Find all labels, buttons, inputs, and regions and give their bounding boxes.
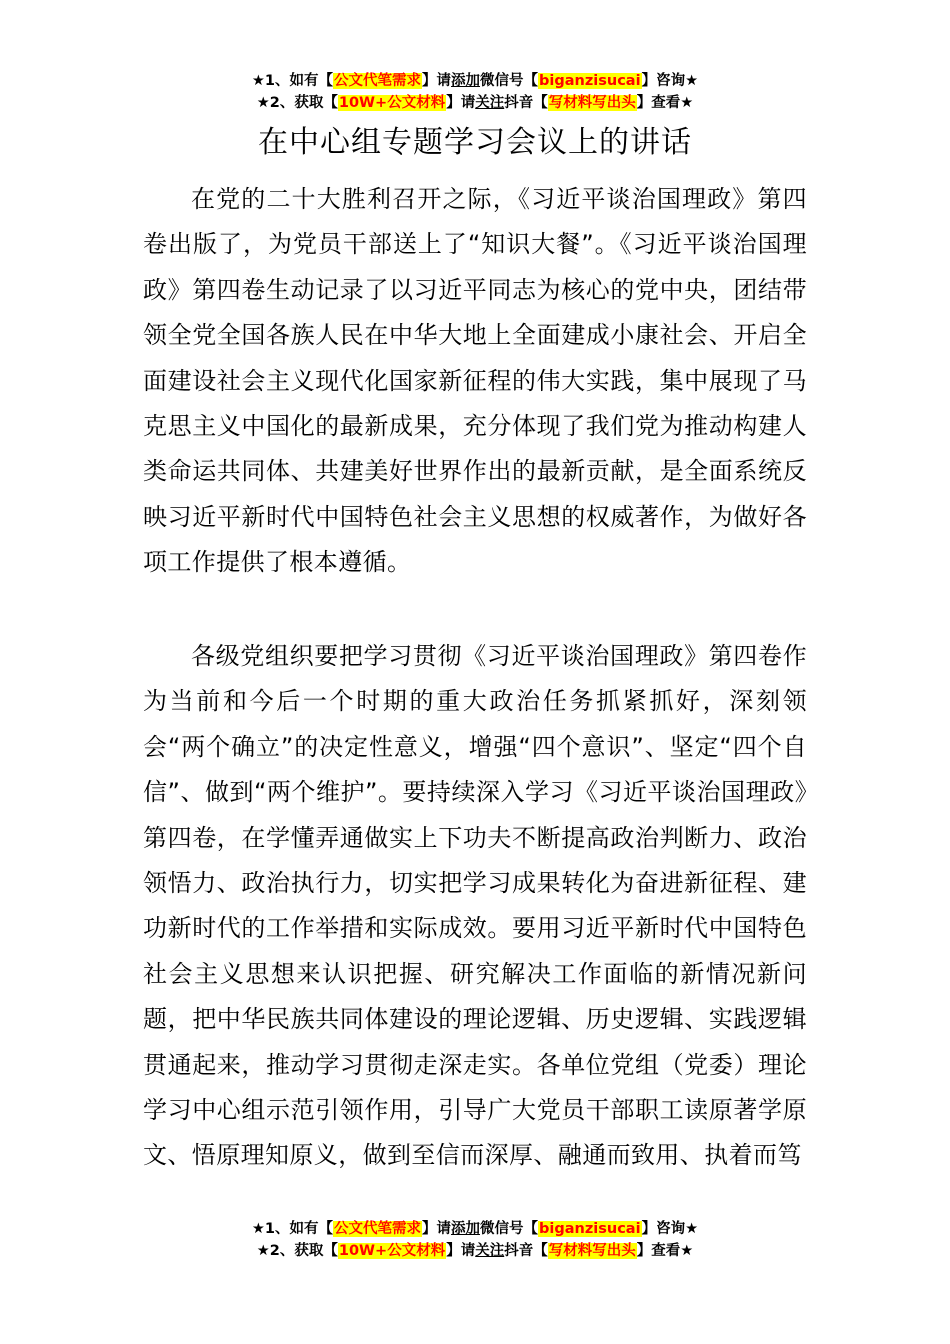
promo-underlined: 关注 [475,1243,505,1259]
promo-text: 1、如有【 [264,1221,334,1237]
promo-wechat-id: biganzisucai [539,1221,641,1237]
body-paragraph: 各级党组织要把学习贯彻《习近平谈治国理政》第四卷作为当前和今后一个时期的重大政治任务抓紧抓好，深刻领会“两个确立”的决定性意义，增强“四个意识”、坚定“四个自信”、做到“两个维护”。要持续深入学习《习近平谈治国理政》第四卷，在学懂弄通做实上下功夫不断提高政治判断力、政治领悟力、政治执行力，切实把学习成果转化为奋进新征程、建功新时代的工作举措和实际成效。要用习近平新时代中国特色社会主义思想来认识把握、研究解决工作面临的新情况新问题，把中华民族共同体建设的理论逻辑、历史逻辑、实践逻辑贯通起来，推动学习贯彻走深走实。各单位党组（党委）理论学习中心组示范引领作用，引导广大党员干部职工读原著学原文、悟原理知原义，做到至信而深厚、融通而致用、执着而笃 [143,642,807,1170]
promo-text: 】查看 [636,1243,681,1259]
promo-douyin-account: 写材料写出头 [548,95,636,111]
promo-text: 】查看 [636,95,681,111]
star-icon: ★ [256,95,270,111]
promo-text: 】请 [422,73,452,89]
promo-text: 】请 [422,1221,452,1237]
promo-douyin-account: 写材料写出头 [548,1243,636,1259]
promo-text: 2、获取【 [269,1243,338,1259]
star-icon: ★ [251,1221,265,1237]
promo-highlight: 10W+公文材料 [338,95,446,111]
promo-text: 】咨询 [641,73,686,89]
star-icon: ★ [680,1243,694,1259]
promo-text: 抖音【 [504,1243,548,1259]
body-paragraph: 在党的二十大胜利召开之际，《习近平谈治国理政》第四卷出版了，为党员干部送上了“知识大餐”。《习近平谈治国理政》第四卷生动记录了以习近平同志为核心的党中央，团结带领全党全国各族人民在中华大地上全面建成小康社会、开启全面建设社会主义现代化国家新征程的伟大实践，集中展现了马克思主义中国化的最新成果，充分体现了我们党为推动构建人类命运共同体、共建美好世界作出的最新贡献，是全面系统反映习近平新时代中国特色社会主义思想的权威著作，为做好各项工作提供了根本遵循。 [143,185,807,577]
promo-line-2 [0,92,950,114]
header-promo-banner [0,70,950,114]
star-icon: ★ [680,95,694,111]
star-icon: ★ [256,1243,270,1259]
promo-highlight: 10W+公文材料 [338,1243,446,1259]
promo-text: 2、获取【 [269,95,338,111]
promo-highlight: 公文代笔需求 [334,1221,422,1237]
promo-text: 抖音【 [504,95,548,111]
document-title: 在中心组专题学习会议上的讲话 [258,125,692,160]
star-icon: ★ [685,1221,699,1237]
star-icon: ★ [685,73,699,89]
promo-text: 微信号【 [480,1221,539,1237]
promo-underlined: 添加 [451,73,481,89]
promo-text: 】咨询 [641,1221,686,1237]
promo-wechat-id: biganzisucai [539,73,641,89]
promo-text: 】请 [446,95,476,111]
promo-underlined: 添加 [451,1221,481,1237]
promo-line-2 [0,1240,950,1262]
star-icon: ★ [251,73,265,89]
promo-underlined: 关注 [475,95,505,111]
promo-text: 1、如有【 [264,73,334,89]
footer-promo-banner [0,1218,950,1262]
promo-highlight: 公文代笔需求 [334,73,422,89]
promo-line-1 [0,70,950,92]
promo-line-1 [0,1218,950,1240]
promo-text: 】请 [446,1243,476,1259]
promo-text: 微信号【 [480,73,539,89]
